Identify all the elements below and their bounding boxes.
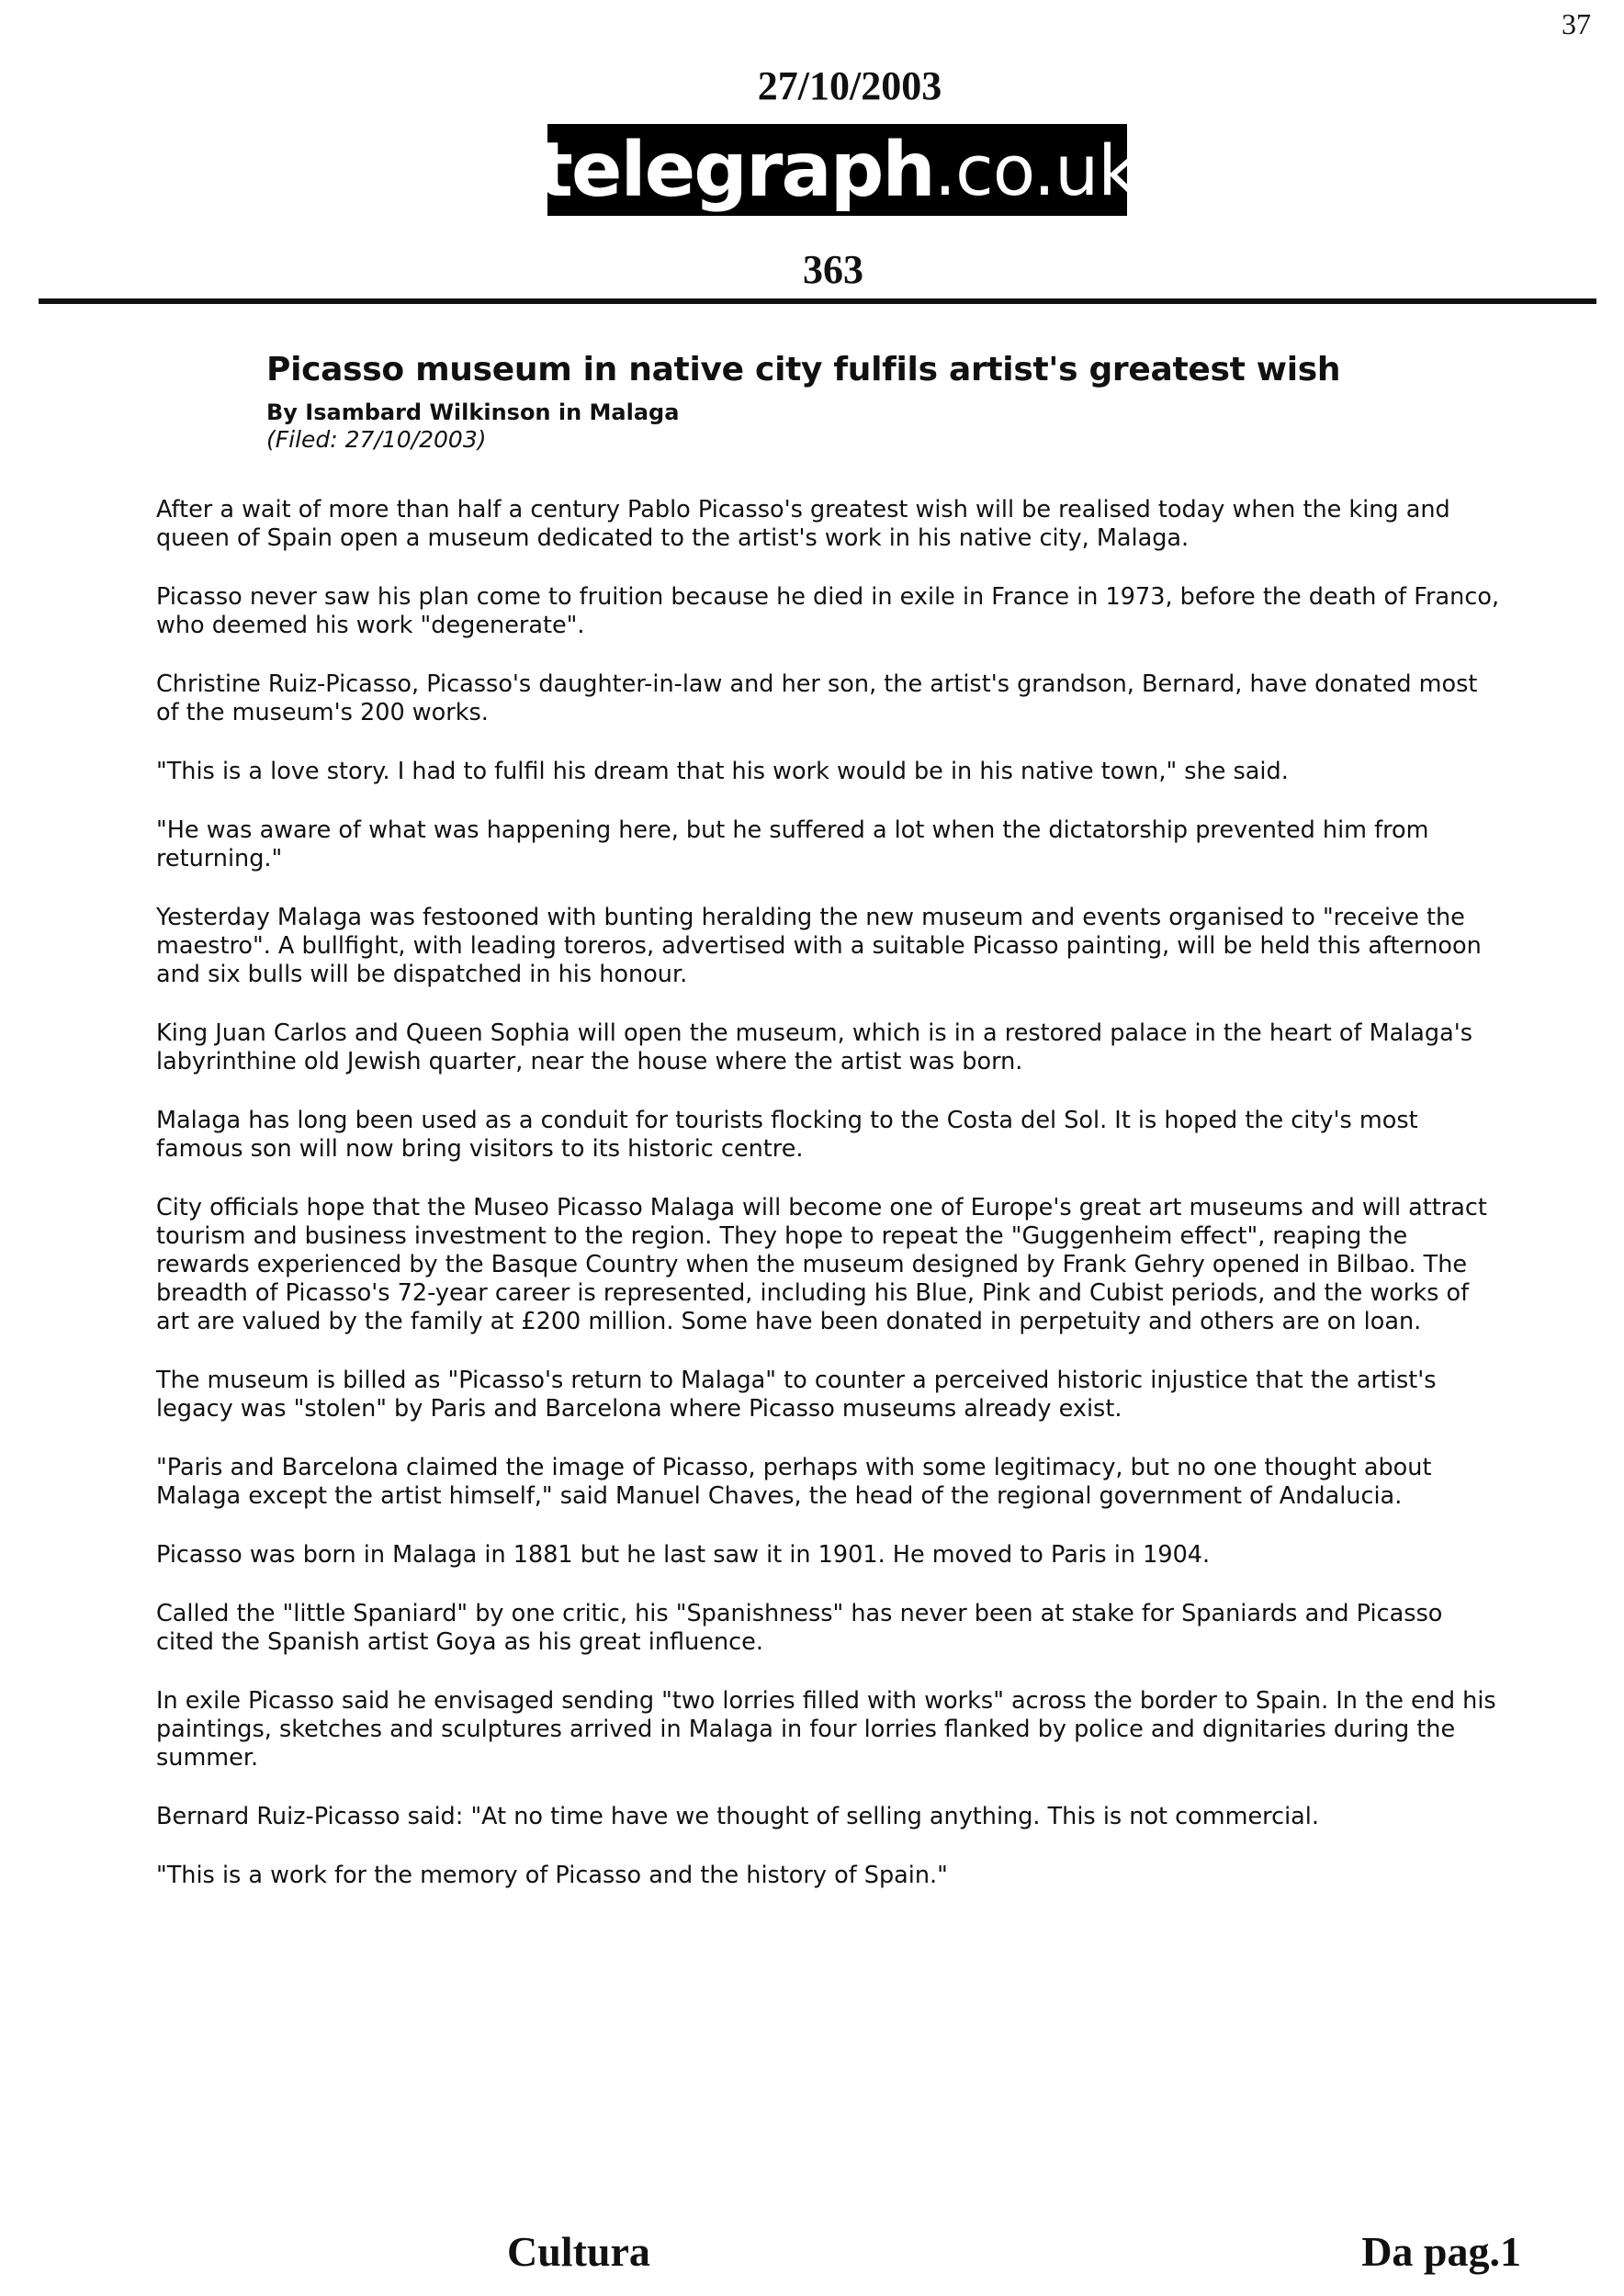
article-filed-date: (Filed: 27/10/2003) [266,426,487,453]
paragraph: City officials hope that the Museo Picasso Malaga will become one of Europe's great art museums and will attract tourism and business investment to the region. They hope to repeat the "Guggenheim effect", reaping the rewards experienced by the Basque Country when the museum designed by Frank Gehry opened in Bilbao. The breadth of Picasso's 72-year career is represented, including his Blue, Pink and Cubist periods, and the works of art are valued by the family at £200 million. Some have been donated in perpetuity and others are on loan. [156,1194,1487,1335]
paragraph: In exile Picasso said he envisaged sending "two lorries filled with works" across the border to Spain. In the end his paintings, sketches and sculptures arrived in Malaga in four lorries flanked by police and dignitaries during the summer. [156,1687,1496,1772]
page-number: 37 [1562,7,1591,40]
telegraph-logo [536,124,1138,216]
paragraph: Bernard Ruiz-Picasso said: "At no time have we thought of selling anything. This is not commercial. [156,1803,1319,1830]
logo-domain: .co.uk [933,129,1138,211]
article-byline: By Isambard Wilkinson in Malaga [266,400,680,425]
footer-page-reference: Da pag.1 [1361,2228,1521,2275]
paragraph: Picasso never saw his plan come to fruition because he died in exile in France in 1973, before the death of Franco, who deemed his work "degenerate". [156,583,1500,639]
paragraph: Picasso was born in Malaga in 1881 but he last saw it in 1901. He moved to Paris in 1904. [156,1541,1211,1569]
clipping-date: 27/10/2003 [757,63,942,108]
paragraph: Called the "little Spaniard" by one critic, his "Spanishness" has never been at stake for Spaniards and Picasso cited the Spanish artist Goya as his great influence. [156,1600,1443,1656]
article-body [156,496,1506,1920]
paragraph: Yesterday Malaga was festooned with bunting heralding the new museum and events organised to "receive the maestro". A bullfight, with leading toreros, advertised with a suitable Picasso painting, will be held this afternoon and six bulls will be dispatched in his honour. [156,904,1482,988]
paragraph: Christine Ruiz-Picasso, Picasso's daughter-in-law and her son, the artist's grandson, Bernard, have donated most of the museum's 200 works. [156,670,1478,726]
paragraph: Malaga has long been used as a conduit for tourists flocking to the Costa del Sol. It is hoped the city's most famous son will now bring visitors to its historic centre. [156,1107,1418,1163]
paragraph: "This is a love story. I had to fulfil his dream that his work would be in his native town," she said. [156,758,1289,785]
logo-brand: telegraph [536,126,934,214]
paragraph: "He was aware of what was happening here, but he suffered a lot when the dictatorship prevented him from returning." [156,816,1429,872]
header-divider [39,298,1596,304]
article-headline: Picasso museum in native city fulfils artist's greatest wish [266,351,1341,388]
paragraph: "Paris and Barcelona claimed the image of Picasso, perhaps with some legitimacy, but no one thought about Malaga except the artist himself," said Manuel Chaves, the head of the regional government of Andalucia. [156,1454,1432,1510]
paragraph: After a wait of more than half a century Pablo Picasso's greatest wish will be realised today when the king and queen of Spain open a museum dedicated to the artist's work in his native city, Malaga. [156,496,1450,552]
paragraph: The museum is billed as "Picasso's return to Malaga" to counter a perceived historic injustice that the artist's legacy was "stolen" by Paris and Barcelona where Picasso museums already exist. [156,1367,1437,1423]
footer-section-label: Cultura [507,2228,650,2275]
paragraph: "This is a work for the memory of Picasso and the history of Spain." [156,1862,948,1889]
issue-number: 363 [803,247,863,292]
paragraph: King Juan Carlos and Queen Sophia will open the museum, which is in a restored palace in the heart of Malaga's labyrinthine old Jewish quarter, near the house where the artist was born. [156,1019,1473,1075]
